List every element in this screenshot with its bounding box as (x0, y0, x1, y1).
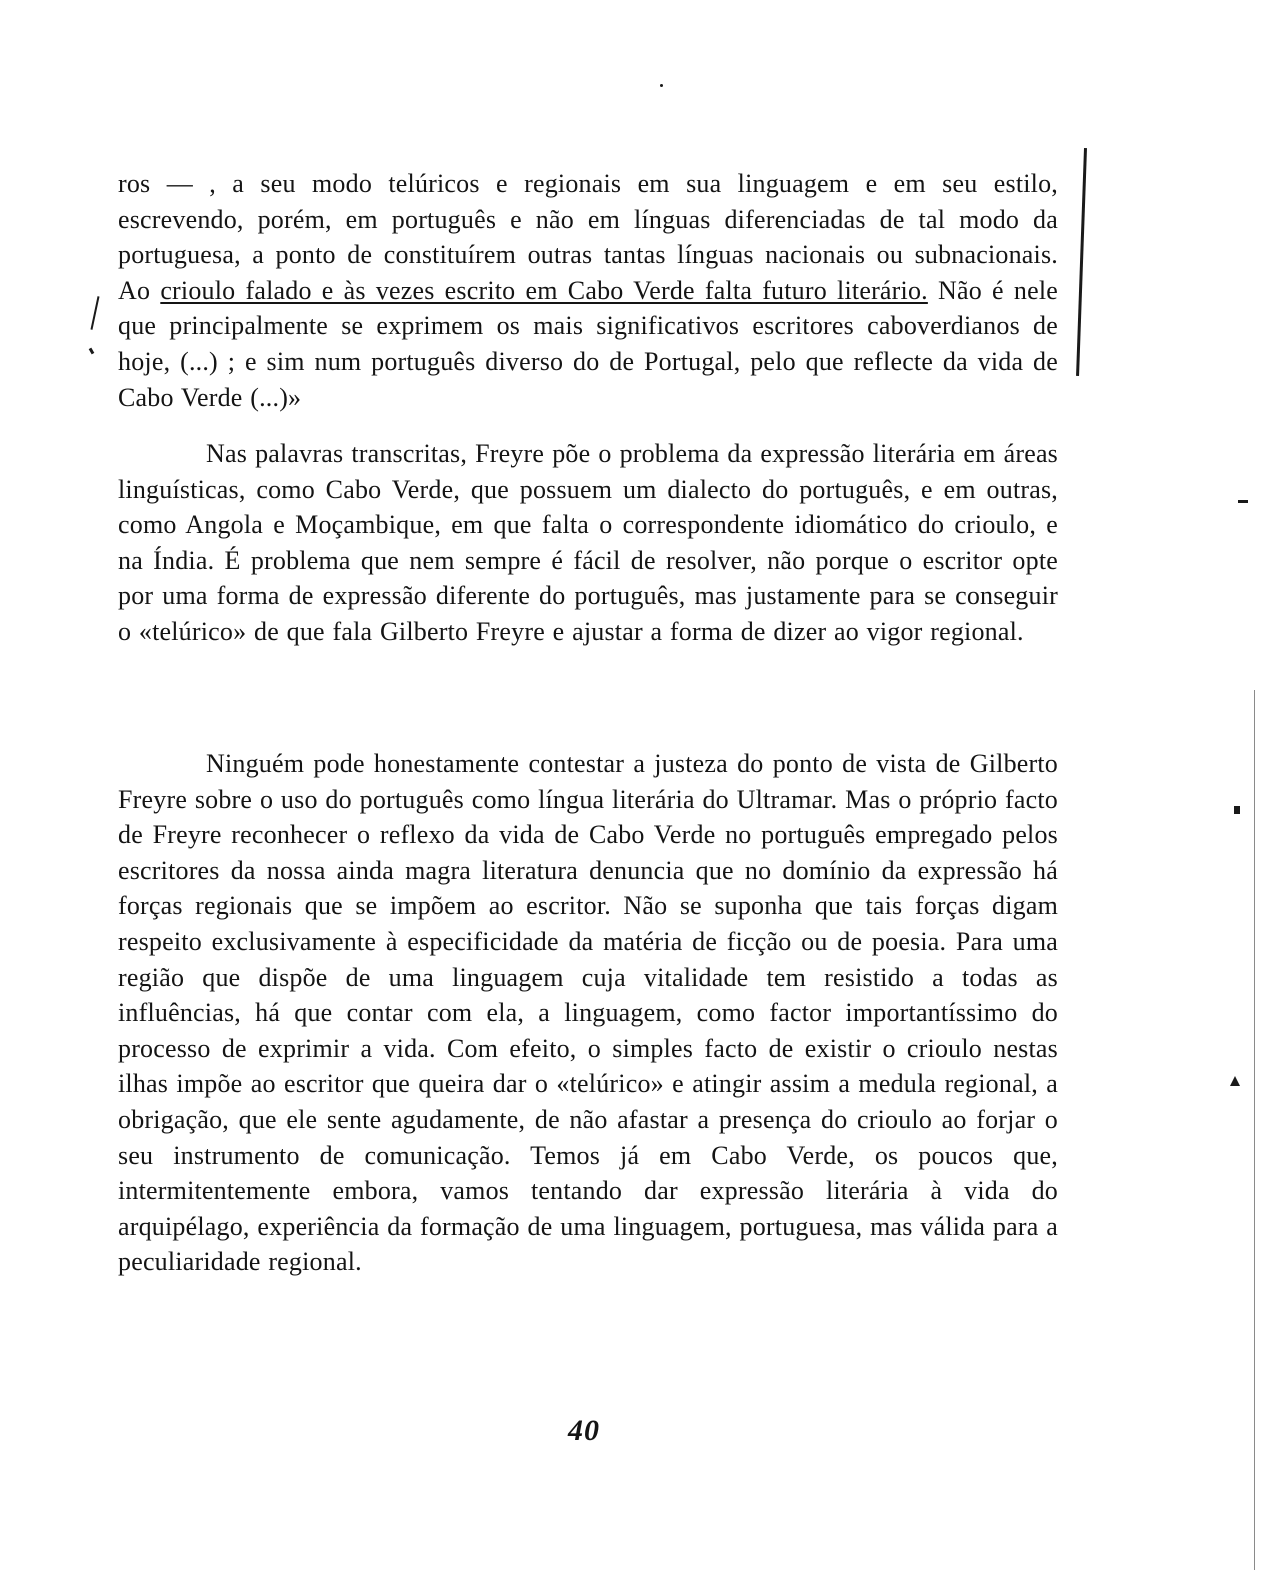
paragraph-1 (118, 166, 1058, 415)
page-number: 40 (568, 1414, 600, 1447)
margin-pen-mark (1076, 148, 1087, 376)
paragraph-3: Ninguém pode honestamente contestar a justeza do ponto de vista de Gilberto Freyre sobre o uso do português como língua literária do Ultramar. Mas o próprio facto de Freyre reconhecer o reflexo da vida de Cabo Verde no português empregado pelos escritores da nossa ainda magra literatura denuncia que no domínio da expressão há forças regionais que se impõem ao escritor. Não se suponha que tais forças digam respeito exclusivamente à especificidade da matéria de ficção ou de poesia. Para uma região que dispõe de uma linguagem cuja vitalidade tem resistido a todas as influências, há que contar com ela, a linguagem, como factor importantíssimo do processo de exprimir a vida. Com efeito, o simples facto de existir o crioulo nestas ilhas impõe ao escritor que queira dar o «telúrico» e atingir assim a medula regional, a obrigação, que ele sente agudamente, de não afastar a presença do crioulo ao forjar o seu instrumento de comunicação. Temos já em Cabo Verde, os poucos que, intermitentemente embora, vamos tentando dar expressão literária à vida do arquipélago, experiência da formação de uma linguagem, portuguesa, mas válida para a peculiaridade regional. (118, 749, 1058, 1277)
margin-pen-dot (89, 348, 95, 355)
ink-speck (660, 84, 663, 87)
ink-speck (1230, 1076, 1240, 1086)
paragraph-1-text-end: Não é nele que principalmente se exprimem os mais significativos escritores caboverdianos de hoje, (...) ; e sim num português diverso do de Portugal, pelo que reflecte da vida de Cabo Verde (...)» (118, 275, 1058, 412)
margin-pen-tick (90, 296, 99, 330)
underlined-passage: crioulo falado e às vezes escrito em Cabo Verde falta futuro literário. (160, 275, 928, 305)
ink-speck (1234, 806, 1240, 814)
ink-speck (1238, 500, 1248, 503)
paragraph-2: Nas palavras transcritas, Freyre põe o problema da expressão literária em áreas linguísticas, como Cabo Verde, que possuem um dialecto do português, e em outras, como Angola e Moçambique, em que falta o correspondente idiomático do crioulo, e na Índia. É problema que nem sempre é fácil de resolver, não porque o escritor opte por uma forma de expressão diferente do português, mas justamente para se conseguir o «telúrico» de que fala Gilberto Freyre e ajustar a forma de dizer ao vigor regional. (118, 439, 1058, 646)
paragraph-1-text-start: ros — , a seu modo telúricos e regionais em sua linguagem e em seu estilo, escrevendo, porém, em português e não em línguas diferenciadas de tal modo da portuguesa, a ponto de constituírem outras tantas línguas nacionais ou subnacionais. Ao (118, 169, 1058, 305)
scan-edge-line (1254, 690, 1255, 1570)
